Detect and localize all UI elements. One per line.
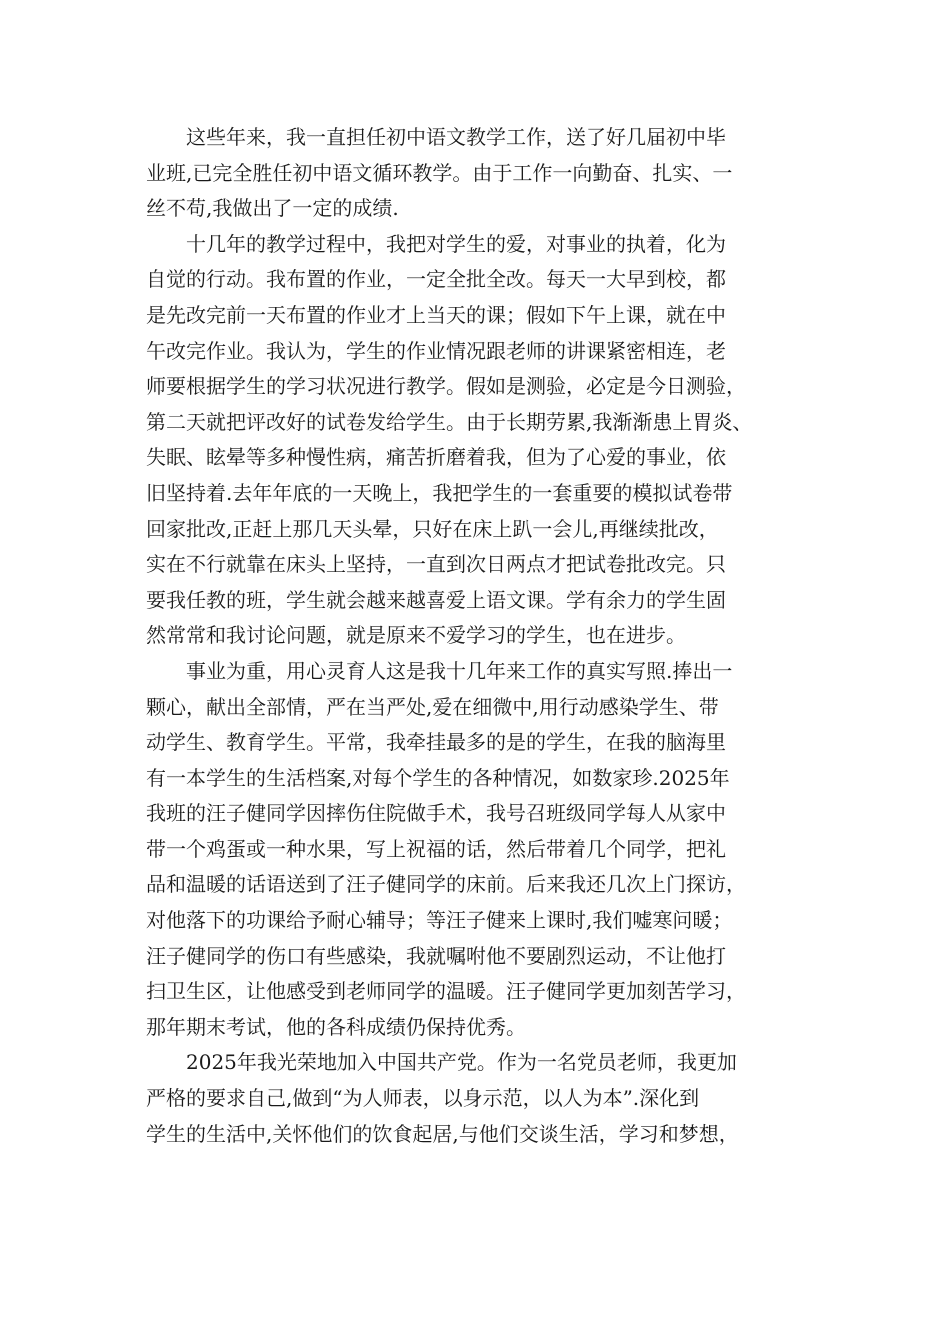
- document-body: [146, 120, 806, 1152]
- paragraph-1: [146, 120, 806, 227]
- text-line: 是先改完前一天布置的作业才上当天的课；假如下午上课，就在中: [146, 302, 726, 327]
- text-line: 我班的汪子健同学因摔伤住院做手术，我号召班级同学每人从家中: [146, 801, 726, 826]
- text-line: 实在不行就靠在床头上坚持，一直到次日两点才把试卷批改完。只: [146, 552, 726, 577]
- text-line: 师要根据学生的学习状况进行教学。假如是测验，必定是今日测验，: [146, 374, 746, 399]
- text-line: 动学生、教育学生。平常，我牵挂最多的是的学生，在我的脑海里: [146, 730, 726, 755]
- text-line: 午改完作业。我认为，学生的作业情况跟老师的讲课紧密相连，老: [146, 338, 726, 363]
- text-line: 自觉的行动。我布置的作业，一定全批全改。每天一大早到校，都: [146, 267, 726, 292]
- text-line: 业班,已完全胜任初中语文循环教学。由于工作一向勤奋、扎实、一: [146, 160, 733, 185]
- text-line: 颗心，献出全部情，严在当严处,爱在细微中,用行动感染学生、带: [146, 694, 719, 719]
- text-line: 带一个鸡蛋或一种水果，写上祝福的话，然后带着几个同学，把礼: [146, 836, 726, 861]
- text-line: 旧坚持着.去年年底的一天晚上，我把学生的一套重要的模拟试卷带: [146, 480, 733, 505]
- paragraph-4: [146, 1045, 806, 1152]
- text-line: 严格的要求自己,做到“为人师表，以身示范，以人为本”.深化到: [146, 1086, 700, 1111]
- text-line: 这些年来，我一直担任初中语文教学工作，送了好几届初中毕: [186, 125, 726, 149]
- text-line: 回家批改,正赶上那几天头晕，只好在床上趴一会儿,再继续批改，: [146, 516, 719, 541]
- text-line: 失眠、眩晕等多种慢性病，痛苦折磨着我，但为了心爱的事业，依: [146, 445, 726, 470]
- text-line: 事业为重，用心灵育人这是我十几年来工作的真实写照.捧出一: [186, 658, 733, 683]
- paragraph-2: [146, 227, 806, 654]
- text-line: 丝不苟,我做出了一定的成绩.: [146, 196, 399, 221]
- text-line: 扫卫生区，让他感受到老师同学的温暖。汪子健同学更加刻苦学习，: [146, 979, 746, 1004]
- text-line: 然常常和我讨论问题，就是原来不爱学习的学生，也在进步。: [146, 623, 686, 648]
- text-line: 有一本学生的生活档案,对每个学生的各种情况，如数家珍.2025年: [146, 765, 730, 790]
- text-line: 要我任教的班，学生就会越来越喜爱上语文课。学有余力的学生固: [146, 587, 726, 612]
- text-line: 十几年的教学过程中，我把对学生的爱，对事业的执着，化为: [186, 231, 726, 256]
- text-line: 2025年我光荣地加入中国共产党。作为一名党员老师，我更加: [186, 1050, 737, 1075]
- text-line: 第二天就把评改好的试卷发给学生。由于长期劳累,我渐渐患上胃炎、: [146, 409, 753, 434]
- text-line: 汪子健同学的伤口有些感染，我就嘱咐他不要剧烈运动，不让他打: [146, 943, 726, 968]
- paragraph-3: [146, 654, 806, 1046]
- text-line: 那年期末考试，他的各科成绩仍保持优秀。: [146, 1014, 526, 1039]
- text-line: 学生的生活中,关怀他们的饮食起居,与他们交谈生活，学习和梦想，: [146, 1121, 739, 1146]
- text-line: 品和温暖的话语送到了汪子健同学的床前。后来我还几次上门探访，: [146, 872, 746, 897]
- text-line: 对他落下的功课给予耐心辅导；等汪子健来上课时,我们嘘寒问暖；: [146, 908, 733, 933]
